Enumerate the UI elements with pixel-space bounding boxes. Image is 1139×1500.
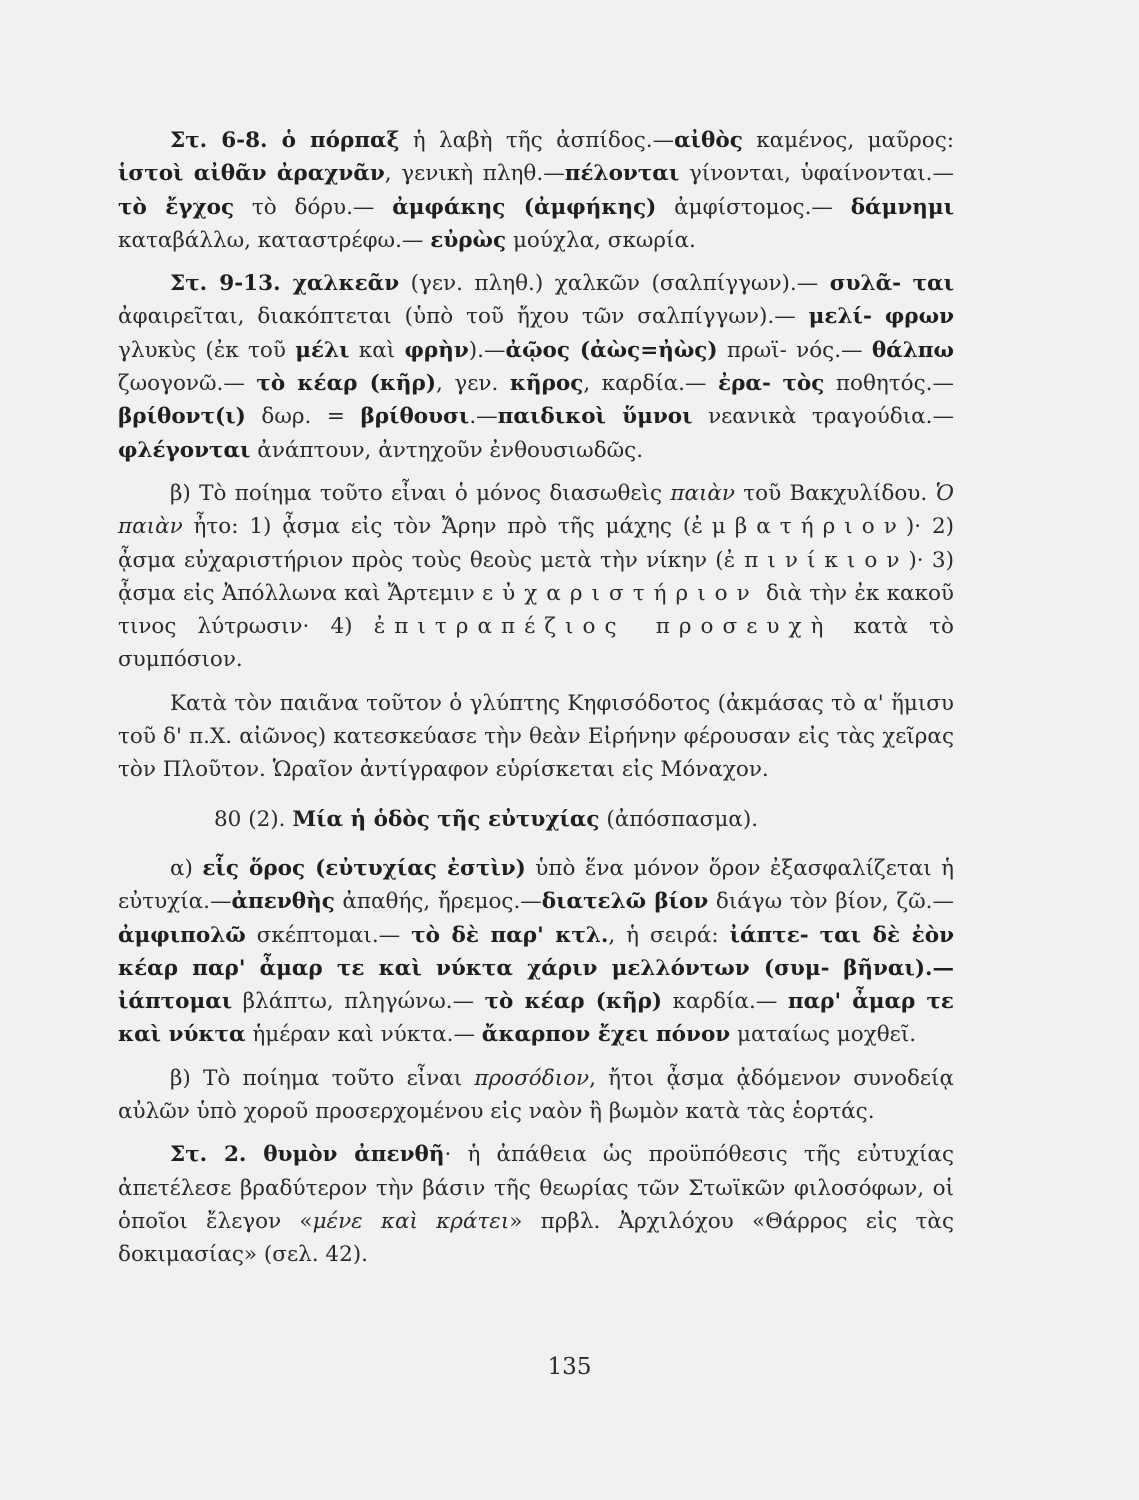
text-line [118,1099,875,1124]
text-run: γλυκὺς (ἐκ τοῦ [118,337,296,363]
bold-term: δάμνημι [850,194,955,220]
text-run: » πρβλ. Ἀρχιλόχου «Θάρρος εἰς τὰς [509,1208,954,1234]
text-run: γίνονται, ὑφαίνονται.— [679,161,954,187]
text-run: Κατὰ τὸν παιᾶνα τοῦτον ὁ γλύπτης Κηφισόδοτος (ἀκμάσας τὸ α' [170,690,891,716]
text-run [830,956,844,981]
bold-term: αἰθὸς [674,128,743,153]
text-run: 2) ᾆσμα εὐχαριστήριον πρὸς τοὺς θεοὺς μετὰ τὴν νίκην ( [118,514,955,573]
bold-term: ἀπενθὴς [231,889,335,915]
paragraph-verses-6-8 [118,124,954,257]
spaced-term: εὐχαριστήριον [481,580,759,606]
text-run: τοῦ Βακχυλίδου. [734,480,936,506]
bold-term: Στ. 2. θυμὸν ἀπενθῆ [170,1142,445,1168]
bold-term: Μία ἡ ὁδὸς τῆς εὐτυχίας [292,806,600,832]
text-run: ὑπὸ ἕνα μόνον ὅρον ἐξασφαλίζεται [525,855,942,881]
bold-term: ἱστοὶ αἰθᾶν ἀραχνᾶν [118,161,385,187]
text-run: .— [469,404,498,430]
text-run: καμένος, μαῦρος: [742,128,954,153]
bold-term: Στ. 6-8. ὁ πόρπαξ [170,128,400,153]
text-run: καὶ [349,337,405,363]
text-run: σκέπτομαι.— [245,922,412,948]
paragraph-paean [118,477,954,677]
text-line [170,691,891,716]
text-run: δοκιμασίας» (σελ. 42). [118,1242,368,1268]
text-run: καρδία.— [662,989,788,1015]
text-run: (ἀπόσπασμα). [599,806,759,832]
bold-term: εὐρὼς [430,227,507,253]
text-run: ἐκ κακοῦ τινος λύτρωσιν· 4) [118,580,954,640]
text-run: τὸ δόρυ.— [234,194,393,220]
page-number: 135 [547,1354,592,1380]
text-line [118,161,954,186]
text-run: νεανικὰ [692,404,812,430]
bold-term: πέλονται [564,161,680,187]
bold-term: ἰάπτε- [729,922,809,948]
bold-term: ἄκαρπον ἔχει πόνον [481,1022,731,1048]
text-run: αὐλῶν ὑπὸ χοροῦ προσερχομένου εἰς ναὸν ἢ βωμὸν κατὰ τὰς ἑορτάς. [118,1099,875,1125]
text-run: ἡμέραν καὶ νύκτα.— [245,1022,482,1048]
spaced-term: ἐμβατήριον [691,514,906,540]
bold-term: μελί- [808,304,872,330]
bold-term: παρ' ἆμαρ τε καὶ νύκτα [118,989,954,1048]
bold-term: τὸς [782,371,825,397]
text-run: 3) ᾆσμα εἰς Ἀπόλλωνα καὶ Ἄρτεμιν [118,547,954,606]
text-line [170,271,913,296]
text-run: ἀπετέλεσε βραδύτερον τὴν βάσιν τῆς θεωρίας τῶν Στωϊκῶν φιλοσόφων, [118,1175,933,1201]
bold-term: ἀῷος (ἀὼς=ἠὼς) [505,337,718,363]
text-run: ἦτο: 1) ᾆσμα εἰς τὸν Ἄρην πρὸ τῆς μάχης ( [182,514,692,540]
text-line [170,1066,954,1091]
text-run: ἀφαιρεῖται, διακόπτεται (ὑπὸ τοῦ ἤχου τῶν σαλπίγγων).— [118,304,809,330]
page-text [118,124,954,1272]
bold-term: ἀμφάκης (ἀμφήκης) [392,194,657,220]
text-run: )· [905,514,932,540]
text-run: β) Τὸ ποίημα τοῦτο εἶναι [170,1065,475,1091]
text-run: καταβάλλω, καταστρέφω.— [118,227,431,253]
text-line [170,856,941,881]
bold-term: ἀμφιπολῶ [118,922,246,948]
text-run: δωρ. = [245,404,361,430]
bold-term: εἷς ὅρος (εὐτυχίας ἐστὶν) [202,855,526,881]
text-run: κατὰ [832,614,930,640]
italic-term: μένε καὶ κράτει [312,1208,510,1234]
text-run: τραγούδια.— [811,404,954,430]
text-run: )· [908,547,932,573]
paragraph-alpha [118,852,954,1052]
text-run [901,271,913,296]
text-run: τὸ συμπόσιον. [118,614,954,673]
text-run: , καρδία.— [583,371,719,397]
text-run: · ἡ ἀπάθεια ὡς προϋπόθεσις τῆς εὐτυχίας [444,1142,954,1168]
text-run [872,304,885,329]
text-line [118,1242,368,1267]
text-run: ζωογονῶ.— [118,371,257,397]
text-run [771,371,783,396]
bold-term: διατελῶ βίον [541,889,709,915]
bold-term: ται [912,271,954,297]
text-run: ἀπαθής, ἤρεμος.— [334,889,542,915]
text-run: διάγω τὸν βίον, [708,889,897,915]
text-run: ποθητός.— [824,371,954,397]
text-line [118,1176,933,1201]
text-run: ).— [468,337,506,363]
text-run: , ἡ σειρά: [608,922,730,948]
text-run: μούχλα, σκωρία. [506,227,696,253]
spaced-term: ἐπιτραπέζιος προσευχὴ [373,614,833,640]
bold-term: ἐρα- [718,371,771,397]
bold-term: ται δὲ ἐὸν κέαρ παρ' ἆμαρ τε καὶ νύκτα χάριν μελλόντων (συμ- [118,922,954,981]
text-run: ἡ εὐτυχία.— [118,855,954,915]
text-run: 80 (2). [214,806,293,832]
bold-term: μέλι [295,337,350,363]
text-run: (γεν. πληθ.) χαλκῶν (σαλπίγγων).— [399,271,830,297]
text-line [170,1142,954,1167]
text-run: ἀνάπτουν, ἀντηχοῦν ἐνθουσιωδῶς. [250,437,644,463]
bold-term: φλέγονται [118,437,251,463]
text-line [170,481,936,506]
spaced-term: ἐπινίκιον [723,547,909,573]
text-run: διὰ τὴν [758,580,855,606]
text-run: ἀμφίστομος.— [656,194,851,220]
bold-term: βῆναι).— ἰάπτομαι [118,955,954,1015]
text-run: β) Τὸ ποίημα τοῦτο εἶναι ὁ μόνος διασωθεὶς [170,480,671,506]
text-run: πρωϊ- [717,337,797,363]
bold-term: παιδικοὶ ὕμνοι [497,404,693,430]
bold-term: Στ. 9-13. χαλκεᾶν [170,271,400,297]
italic-term: παιὰν [670,480,735,506]
text-run: , γενικὴ πληθ.— [384,161,565,187]
bold-term: τὸ κέαρ (κῆρ) [484,989,663,1015]
paragraph-verse-2 [118,1138,954,1271]
text-run: τὰς χεῖρας τὸν Πλοῦτον. Ὡραῖον ἀντίγραφον εὑρίσκεται εἰς Μόναχον. [118,724,954,783]
paragraph-verses-9-13 [118,267,954,467]
text-run: , γεν. [436,371,510,397]
text-run: νός.— [796,337,872,363]
bold-term: τὸ δὲ παρ' κτλ. [411,922,609,948]
text-run: α) [170,855,203,881]
paragraph-beta [118,1062,954,1129]
text-run: ζῶ.— [896,889,954,915]
text-line [737,1022,916,1047]
text-run: , ἤτοι ᾆσμα ᾀδόμενον συνοδείᾳ [589,1065,954,1091]
text-run: ματαίως μοχθεῖ. [737,1022,917,1048]
bold-term: βρίθοντ(ι) [118,404,246,430]
bold-term: κῆρος [509,371,584,397]
italic-term: προσόδιον [474,1065,590,1091]
bold-term: βρίθουσι [360,404,470,430]
bold-term: θάλπω [871,337,955,363]
text-run [809,923,820,948]
text-run: ἡ λαβὴ τῆς ἀσπίδος.— [399,128,675,153]
text-line [118,228,696,253]
text-run: οἱ ὁποῖοι ἔλεγον « [118,1175,954,1234]
section-heading-80 [118,803,954,836]
text-line [118,195,954,220]
text-line [214,807,758,832]
bold-term: φρὴν [404,337,469,363]
bold-term: φρων [884,304,954,330]
paragraph-kephisodotos [118,687,954,787]
bold-term: τὸ κέαρ (κῆρ) [256,371,437,397]
text-line [170,128,954,153]
bold-term: τὸ ἔγχος [118,194,235,220]
bold-term: συλᾶ- [829,271,902,297]
text-run: βλάπτω, πληγώνω.— [232,989,485,1015]
italic-term: Ὁ παιὰν [118,480,954,540]
text-run: ἥμισυ τοῦ δ' π.Χ. αἰῶνος) κατεσκεύασε τὴν θεὰν Εἰρήνην φέρουσαν εἰς [118,690,954,750]
